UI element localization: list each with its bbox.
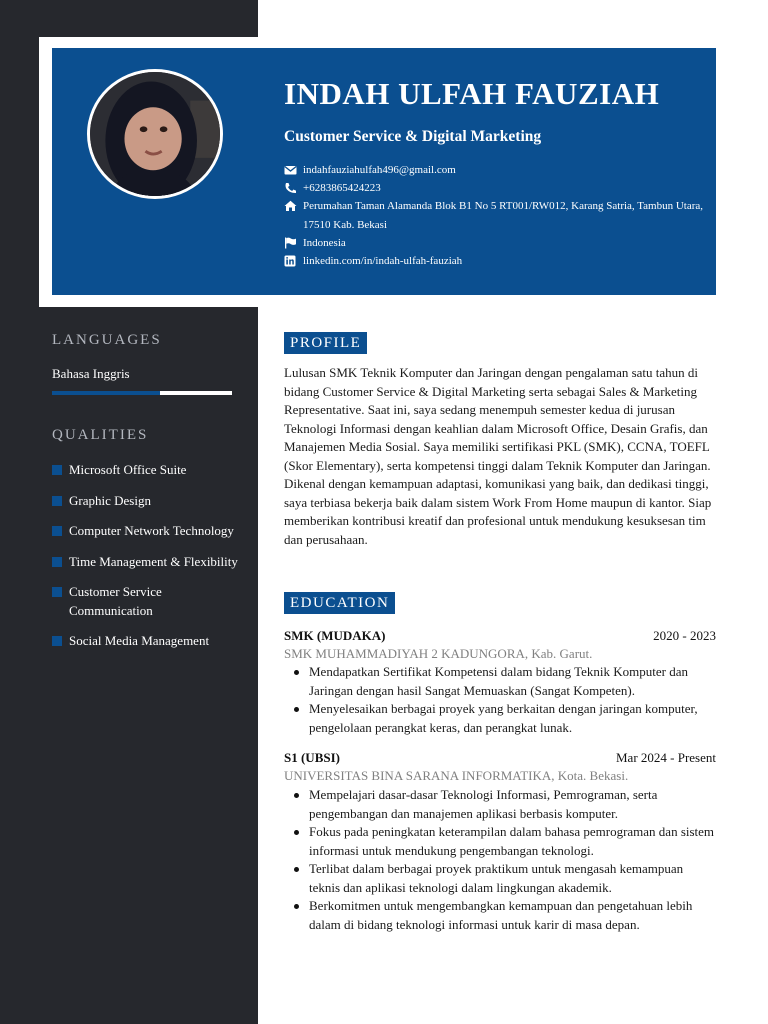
contact-country-text: Indonesia — [303, 237, 346, 249]
quality-item — [52, 461, 242, 480]
education-entry-header — [284, 750, 716, 768]
contact-email-text: indahfauziahulfah496@gmail.com — [303, 164, 456, 176]
education-bullets — [284, 786, 716, 934]
qualities-list — [52, 461, 242, 663]
education-period: 2020 - 2023 — [653, 628, 716, 643]
square-bullet-icon — [52, 636, 62, 646]
contact-address — [284, 197, 704, 234]
education-bullet: Mempelajari dasar-dasar Teknologi Informasi, Pemrograman, serta pengembangan dan manajemen aplikasi berbasis komputer. — [284, 786, 716, 823]
contact-country — [284, 234, 704, 253]
education-school: SMK MUHAMMADIYAH 2 KADUNGORA, Kab. Garut. — [284, 646, 593, 661]
contact-linkedin[interactable] — [284, 252, 704, 271]
square-bullet-icon — [52, 526, 62, 536]
contact-email[interactable] — [284, 161, 704, 180]
education-bullet: Berkomitmen untuk mengembangkan kemampuan dan pengetahuan lebih dalam di bidang teknologi informasi untuk karir di masa depan. — [284, 897, 716, 934]
education-school: UNIVERSITAS BINA SARANA INFORMATIKA, Kota. Bekasi. — [284, 768, 629, 783]
quality-item — [52, 492, 242, 511]
phone-icon — [284, 182, 297, 194]
education-title: EDUCATION — [284, 592, 395, 614]
education-degree: SMK (MUDAKA) — [284, 628, 386, 643]
avatar-illustration — [90, 72, 220, 196]
language-level-fill — [52, 391, 160, 395]
quality-item — [52, 632, 242, 651]
language-level-bar — [52, 391, 232, 395]
quality-item — [52, 583, 242, 620]
education-period: Mar 2024 - Present — [615, 750, 716, 765]
square-bullet-icon — [52, 557, 62, 567]
envelope-icon — [284, 164, 297, 176]
square-bullet-icon — [52, 496, 62, 506]
education-bullet: Menyelesaikan berbagai proyek yang berkaitan dengan jaringan komputer, pengelolaan perangkat keras, dan perangkat lunak. — [284, 700, 716, 737]
education-bullets — [284, 663, 716, 737]
education-bullet: Fokus pada peningkatan keterampilan dalam bahasa pemrograman dan sistem informasi untuk mendukung pengembangan teknologi. — [284, 823, 716, 860]
home-icon — [284, 200, 297, 212]
qualities-title: QUALITIES — [52, 427, 149, 443]
education-degree: S1 (UBSI) — [284, 750, 340, 765]
language-name: Bahasa Inggris — [52, 366, 130, 381]
square-bullet-icon — [52, 465, 62, 475]
candidate-role: Customer Service & Digital Marketing — [284, 128, 542, 145]
quality-item — [52, 522, 242, 541]
contact-linkedin-text: linkedin.com/in/indah-ulfah-fauziah — [303, 255, 463, 267]
flag-icon — [284, 237, 297, 249]
square-bullet-icon — [52, 587, 62, 597]
contact-phone[interactable] — [284, 179, 704, 198]
candidate-name: INDAH ULFAH FAUZIAH — [284, 76, 660, 111]
quality-item — [52, 553, 242, 572]
linkedin-icon — [284, 255, 297, 267]
quality-label: Computer Network Technology — [69, 523, 234, 538]
quality-label: Time Management & Flexibility — [69, 553, 238, 569]
languages-title: LANGUAGES — [52, 332, 162, 348]
contact-address-text: Perumahan Taman Alamanda Blok B1 No 5 RT001/RW012, Karang Satria, Tambun Utara, 17510 Kab. Bekasi — [303, 200, 704, 231]
education-bullet: Terlibat dalam berbagai proyek praktikum untuk mengasah kemampuan teknis dan aplikasi teknologi dalam lingkungan akademik. — [284, 860, 716, 897]
education-bullet: Mendapatkan Sertifikat Kompetensi dalam bidang Teknik Komputer dan Jaringan dengan hasil Sangat Memuaskan (Sangat Kompeten). — [284, 663, 716, 700]
quality-label: Customer Service Communication — [69, 584, 162, 618]
education-entry-header — [284, 628, 716, 646]
profile-title: PROFILE — [284, 332, 367, 354]
quality-label: Social Media Management — [69, 633, 210, 648]
quality-label: Microsoft Office Suite — [69, 462, 187, 477]
quality-label: Graphic Design — [69, 492, 151, 508]
contact-phone-text: +6283865424223 — [303, 182, 381, 194]
profile-summary: Lulusan SMK Teknik Komputer dan Jaringan dengan pengalaman satu tahun di bidang Customer Service & Digital Marketing serta sebagai Sales & Marketing Representative. Saat ini, saya sedang menempuh semester kedua di jurusan Teknologi Informasi dengan keahlian dalam Microsoft Office, Desain Grafis, dan Manajemen Media Sosial. Saya memiliki sertifikasi PKL (SMK), CCNA, TOEFL (Skor Elementary), serta kompetensi tinggi dalam Teknik Komputer dan Jaringan. Dikenal dengan kemampuan adaptasi, komunikasi yang baik, dan dedikasi tinggi, saya terbiasa bekerja baik dalam sistem Work From Home maupun di kantor. Siap memberikan kontribusi kreatif dan profesional untuk mendukung kesuksesan tim dan perusahaan. — [284, 365, 712, 547]
profile-photo — [87, 69, 223, 199]
